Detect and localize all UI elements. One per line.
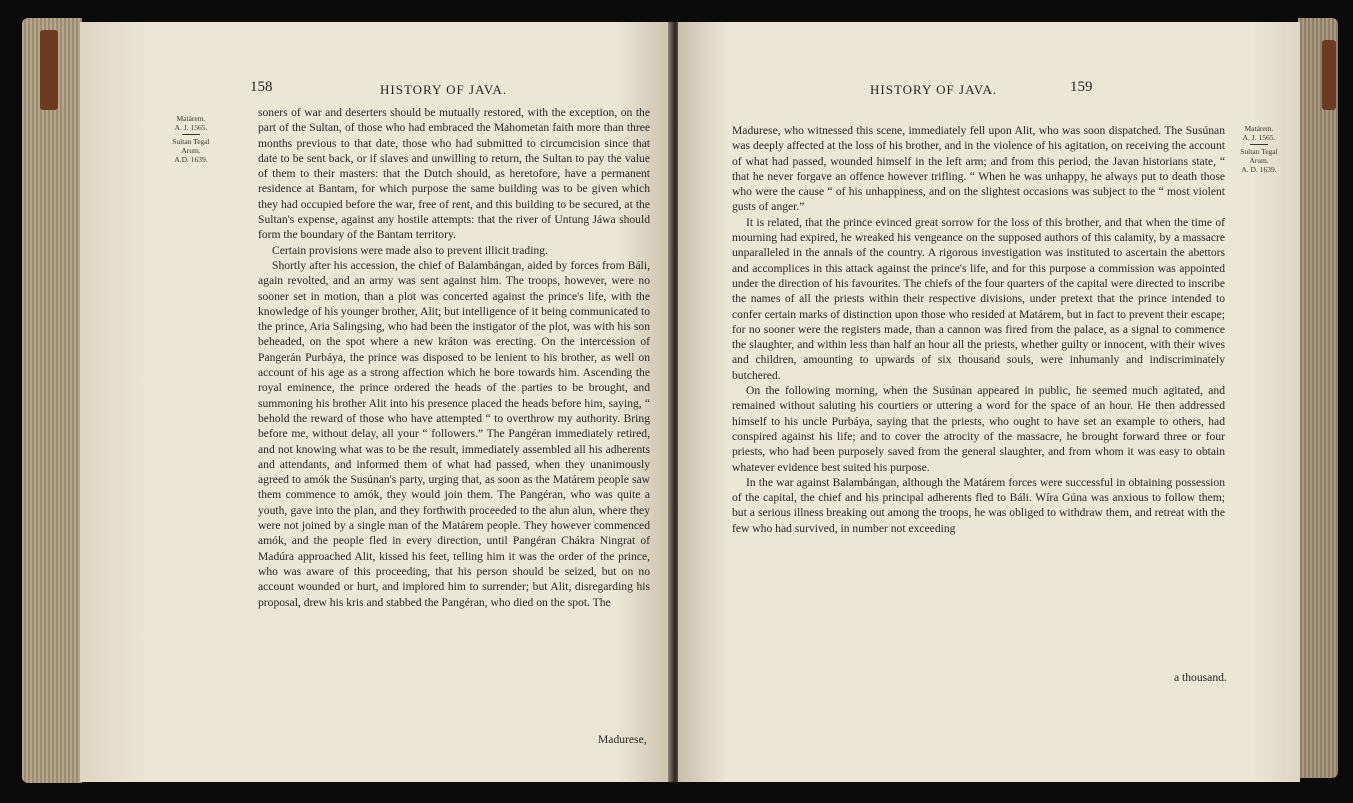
paragraph: soners of war and deserters should be mutually restored, with the exception, on the part of the Sultan, of those who had embraced the Mahometan faith more than three months previous to that date, those who had submitted to circumcision since that date to be sent back, or if slaves and unwilling to return, the Sultan to pay the value of them to their masters: that the Dutch should, as heretofore, have a permanent residence at Bantam, for which purpose the same building was to be given which they had occupied before the war, free of rent, and this building to be secured, at the Sultan's expense, against any hostile attempts: that the river of Untung Jáwa should form the boundary of the Bantam territory. <box>258 106 650 242</box>
page-number: 158 <box>250 79 273 95</box>
margin-note-line: Arum. <box>181 146 201 155</box>
catchword: Madurese, <box>598 733 647 746</box>
right-page <box>678 22 1300 782</box>
margin-note-line: A. J. 1565. <box>1242 133 1276 142</box>
margin-note-line: A.D. 1639. <box>174 155 208 164</box>
paragraph: Shortly after his accession, the chief of Balambángan, aided by forces from Báli, again revolted, and an army was sent against him. The troops, however, were no sooner set in motion, than a plot was concerted against the prince's life, with the knowledge of his younger brother, Alit; but intelligence of it being communicated to the prince, Aria Salingsing, who had been the instigator of the plot, was with his son beheaded, on the spot where a new kráton was erecting. On the intercession of Pangerán Purbáya, the prince was disposed to be lenient to his brother, as well on account of his age as a strong affection which he bore towards him. Ascending the royal eminence, the prince ordered the heads of the parties to be brought, and summoning his brother Alit into his presence placed the heads before him, saying, “ behold the reward of those who have attempted “ to overthrow my authority. Bring before me, without delay, all your “ followers.” The Pangéran immediately retired, and not knowing what was to be the result, immediately assembled all his adherents and attendants, and informed them of what had passed, when they unanimously agreed to amók the Susúnan's party, urging that, as soon as the Matárem people saw them commence to amók, they would join them. The Pangéran, who was quite a youth, gave into the plan, and they forthwith proceeded to the alun alun, where they were not joined by a single man of the Matárem people. They however commenced amók, and the people fled in every direction, until Pangéran Chákra Ningrat of Madúra approached Alit, kissed his feet, telling him it was the order of the prince, who was aware of this proceeding, that his person should be seized, but on no account wounded or hurt, and implored him to surrender; but Alit, disregarding his proposal, drew his kris and stabbed the Pangéran, who died on the spot. The <box>258 258 650 609</box>
running-header: HISTORY OF JAVA. <box>380 82 508 97</box>
margin-note <box>1234 124 1284 174</box>
margin-note-line: Matárem. <box>1244 124 1274 133</box>
book-edge-left <box>22 18 82 783</box>
margin-note-rule <box>182 134 200 135</box>
running-header: HISTORY OF JAVA. <box>870 82 998 97</box>
margin-note-line: A. D. 1639. <box>1241 165 1277 174</box>
catchword: a thousand. <box>1174 671 1227 684</box>
margin-note-line: Matárem. <box>176 114 206 123</box>
left-page <box>80 22 675 782</box>
body-text <box>732 123 1225 536</box>
paragraph: In the war against Balambángan, although the Matárem forces were successful in obtaining possession of the capital, the chief and his principal adherents fled to Báli. Wíra Gúna was anxious to follow them; but a serious illness breaking out among the troops, he was obliged to withdraw them, and retreat with the few who had survived, in number not exceeding <box>732 475 1225 535</box>
book-edge-right <box>1298 18 1338 778</box>
margin-note-rule <box>1250 144 1268 145</box>
paragraph: Madurese, who witnessed this scene, immediately fell upon Alit, who was soon dispatched. The Susúnan was deeply affected at the loss of his brother, and in the violence of his agitation, on receiving the account of what had passed, wounded himself in the left arm; and from this period, the Javan historians state, “ that he never forgave an offence however trifling. “ When he was unhappy, he always put to death those who were the cause “ of his unhappiness, and on the slightest occasions was subject to the “ most violent gusts of anger.” <box>732 124 1225 214</box>
body-text <box>258 105 650 610</box>
margin-note-line: Sultan Tegal <box>172 137 210 146</box>
margin-note <box>166 114 216 164</box>
paragraph: On the following morning, when the Susúnan appeared in public, he seemed much agitated, and remained without saluting his courtiers or uttering a word for the space of an hour. He then addressed himself to his uncle Purbáya, saying that the priests, who ought to have set an example to others, had conspired against his life; and to cover the atrocity of the massacre, he brought forward three or four priests, who had been purposely saved from the general slaughter, and from whom it was easy to obtain whatever evidence best suited his purpose. <box>732 384 1225 474</box>
margin-note-line: A. J. 1565. <box>174 123 208 132</box>
paragraph: Certain provisions were made also to prevent illicit trading. <box>272 243 548 257</box>
margin-note-line: Arum. <box>1249 156 1269 165</box>
book-cover-tab-left <box>40 30 58 110</box>
paragraph: It is related, that the prince evinced great sorrow for the loss of this brother, and that when the time of mourning had expired, he wreaked his vengeance on the supposed authors of this calamity, by a massacre unparalleled in the annals of the country. A rigorous investigation was instituted to ascertain the abettors and accomplices in this attack against the prince's life, and for this purpose a commission was appointed under the direction of his favourites. The chiefs of the four quarters of the capital were directed to inscribe the names of all the priests within their respective divisions, under pretext that the prince intended to confer certain marks of distinction upon those who resided at Matárem, but in fact to prevent their escape; for no sooner were the registers made, than a cannon was fired from the palace, as a signal to commence the slaughter, and within less than half an hour all the priests, whether guilty or innocent, with their wives and children, amounting to upwards of six thousand souls, were inhumanly and indiscriminately butchered. <box>732 215 1225 382</box>
book-cover-tab-right <box>1322 40 1336 110</box>
margin-note-line: Sultan Tegal <box>1240 147 1278 156</box>
page-number: 159 <box>1070 79 1093 95</box>
